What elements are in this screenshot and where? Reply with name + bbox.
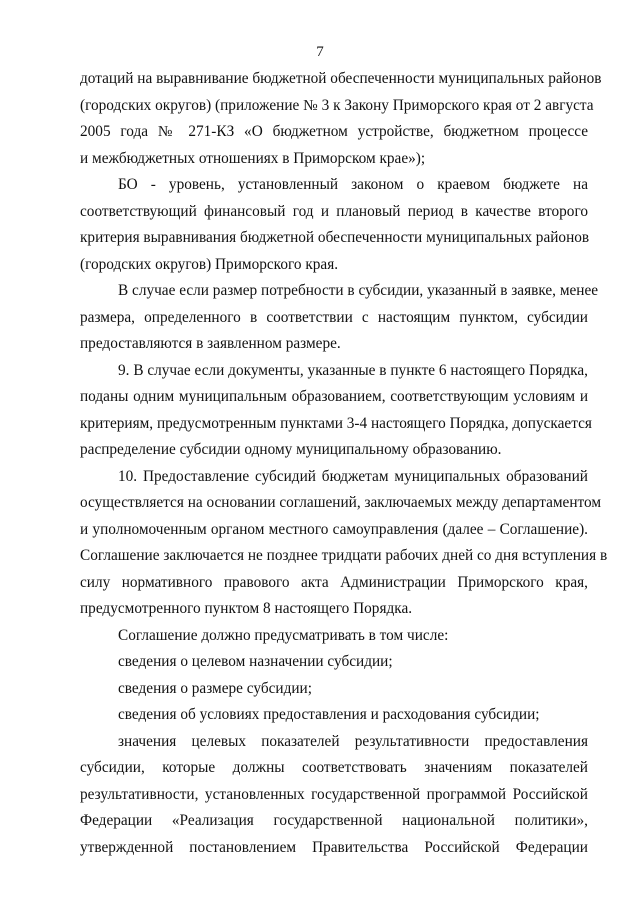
- text-line: осуществляется на основании соглашений, заключаемых между департаментом: [80, 494, 602, 511]
- text-line: критериям, предусмотренным пунктами 3-4 настоящего Порядка, допускается: [80, 414, 592, 432]
- text-line: сведения о целевом назначении субсидии;: [118, 653, 393, 670]
- text-line: соответствующий финансовый год и плановый период в качестве второго: [80, 202, 588, 220]
- page-number: 7: [316, 44, 324, 60]
- text-line: результативности, установленных государственной программой Российской: [80, 785, 588, 803]
- text-line: 9. В случае если документы, указанные в пункте 6 настоящего Порядка,: [118, 361, 588, 379]
- text-line: дотаций на выравнивание бюджетной обеспеченности муниципальных районов: [80, 70, 602, 87]
- text-line: Федерации «Реализация государственной национальной политики»,: [80, 812, 588, 829]
- document-body: [80, 66, 608, 861]
- text-line: (городских округов) (приложение № 3 к Закону Приморского края от 2 августа: [80, 96, 594, 114]
- text-line: сведения об условиях предоставления и расходования субсидии;: [118, 706, 540, 723]
- text-line: предусмотренного пунктом 8 настоящего Порядка.: [80, 600, 413, 617]
- text-line: Соглашение должно предусматривать в том числе:: [118, 626, 449, 644]
- text-line: критерия выравнивания бюджетной обеспеченности муниципальных районов: [80, 229, 590, 246]
- text-line: БО - уровень, установленный законом о краевом бюджете на: [118, 176, 588, 193]
- text-line: субсидии, которые должны соответствовать значениям показателей: [80, 759, 588, 776]
- text-line: поданы одним муниципальным образованием, соответствующим условиям и: [80, 388, 588, 405]
- text-line: значения целевых показателей результативности предоставления: [118, 732, 588, 750]
- text-line: сведения о размере субсидии;: [118, 679, 312, 697]
- text-line: и межбюджетных отношениях в Приморском крае»);: [80, 149, 426, 167]
- text-line: 2005 года № 271-КЗ «О бюджетном устройстве, бюджетном процессе: [80, 123, 588, 140]
- text-line: утвержденной постановлением Правительства Российской Федерации: [80, 838, 588, 856]
- text-line: (городских округов) Приморского края.: [80, 255, 339, 273]
- text-line: и уполномоченным органом местного самоуправления (далее – Соглашение).: [80, 520, 588, 538]
- text-line: распределение субсидии одному муниципальному образованию.: [80, 441, 502, 458]
- text-line: Соглашение заключается не позднее тридцати рабочих дней со дня вступления в: [80, 547, 608, 564]
- text-line: силу нормативного правового акта Администрации Приморского края,: [80, 573, 588, 591]
- text-line: предоставляются в заявленном размере.: [80, 335, 341, 352]
- text-line: 10. Предоставление субсидий бюджетам муниципальных образований: [118, 467, 588, 485]
- text-line: В случае если размер потребности в субсидии, указанный в заявке, менее: [118, 282, 599, 299]
- text-line: размера, определенного в соответствии с настоящим пунктом, субсидии: [80, 308, 588, 326]
